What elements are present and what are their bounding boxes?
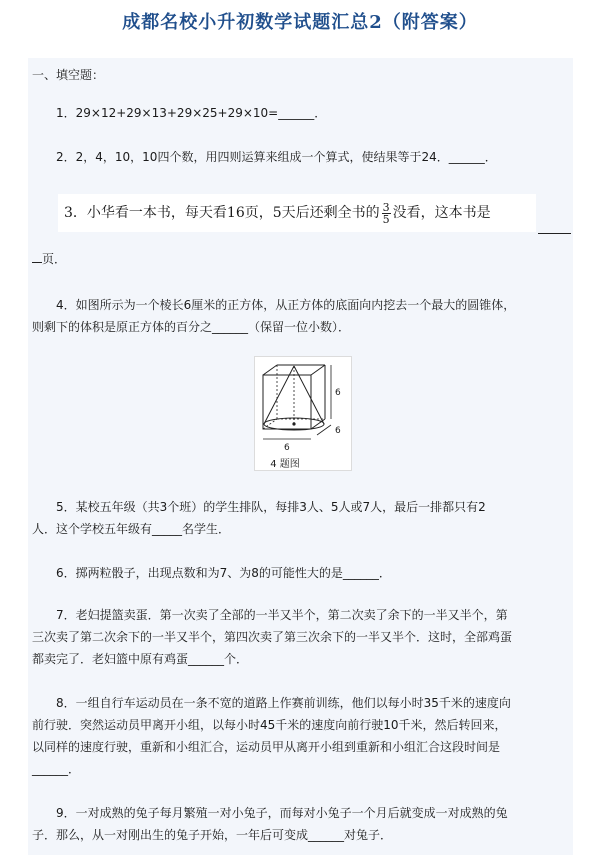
- question-9-line-2: 子．那么，从一对刚出生的兔子开始，一年后可变成______对兔子．: [32, 828, 393, 842]
- document-body: [28, 58, 573, 855]
- cube-cone-figure: [254, 356, 352, 471]
- question-6: 6．掷两粒骰子，出现点数和为7、为8的可能性大的是______．: [56, 566, 391, 580]
- question-2: 2．2，4，10，10四个数，用四则运算来组成一个算式，使结果等于24．______．: [56, 150, 497, 164]
- question-3-tail: 页．: [32, 248, 66, 270]
- question-8-line-3: 以同样的速度行驶，重新和小组汇合，运动员甲从离开小组到重新和小组汇合这段时间是: [32, 740, 501, 754]
- question-1: 1．29×12+29×13+29×25+29×10=______．: [56, 106, 327, 120]
- question-3-blank: [538, 233, 571, 234]
- question-7-line-1: 7．老妇提篮卖蛋．第一次卖了全部的一半又半个，第二次卖了余下的一半又半个，第: [56, 608, 508, 622]
- fraction: [382, 202, 391, 225]
- question-3-image: [58, 194, 536, 232]
- question-3-suffix: 没看，这本书是: [392, 205, 491, 221]
- cone-base-center: [292, 422, 295, 425]
- cube-front-face: [263, 375, 311, 429]
- question-9-line-1: 9．一对成熟的兔子每月繁殖一对小兔子，而每对小兔子一个月后就变成一对成熟的兔: [56, 806, 508, 820]
- question-5-line-2: 人．这个学校五年级有_____名学生．: [32, 522, 231, 536]
- height-label: 6: [335, 388, 341, 398]
- width-label: 6: [284, 443, 290, 453]
- question-5-line-1: 5．某校五年级（共3个班）的学生排队，每排3人、5人或7人，最后一排都只有2: [56, 500, 486, 514]
- depth-dimension-line: [317, 425, 331, 435]
- question-4-line-1: 4．如图所示为一个棱长6厘米的正方体，从正方体的底面向内挖去一个最大的圆锥体，: [56, 298, 516, 312]
- question-8-line-1: 8．一组自行车运动员在一条不宽的道路上作赛前训练，他们以每小时35千米的速度向: [56, 696, 511, 710]
- cube-top-right-edge: [311, 365, 325, 375]
- question-7-line-3: 都卖完了．老妇篮中原有鸡蛋______个．: [32, 652, 249, 666]
- section-heading: 一、填空题：: [32, 68, 105, 82]
- fraction-denominator: 5: [382, 212, 390, 226]
- depth-label: 6: [335, 426, 341, 436]
- question-3-prefix: 3．小华看一本书，每天看16页，5天后还剩全书的: [64, 205, 380, 221]
- cube-cone-diagram: [255, 357, 351, 457]
- question-7-line-2: 三次卖了第二次余下的一半又半个，第四次卖了第三次余下的一半又半个．这时，全部鸡蛋: [32, 630, 513, 644]
- question-4-line-2: 则剩下的体积是原正方体的百分之______（保留一位小数）．: [32, 320, 351, 334]
- question-8-line-4: ______．: [32, 762, 81, 776]
- page-title: 成都名校小升初数学试题汇总2（附答案）: [122, 12, 478, 33]
- figure-caption: 4 题图: [270, 459, 300, 470]
- question-3-tail-blank: [32, 248, 42, 263]
- fraction-numerator: 3: [382, 200, 390, 214]
- cube-top-left-edge: [263, 365, 277, 375]
- question-8-line-2: 前行驶．突然运动员甲离开小组，以每小时45千米的速度向前行驶10千米，然后转回来，: [32, 718, 507, 732]
